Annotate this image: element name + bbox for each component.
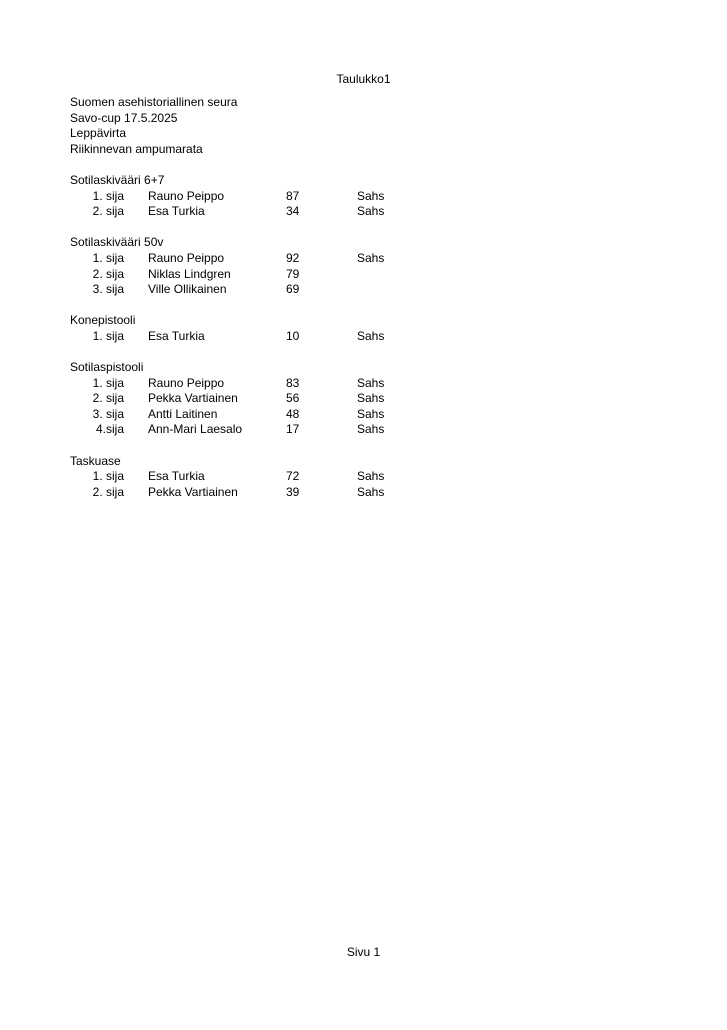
result-name: Rauno Peippo: [148, 188, 225, 203]
spacer: [70, 157, 470, 173]
result-place: 4.sija: [95, 422, 124, 437]
result-row: [70, 407, 470, 423]
section-title: Sotilaskivääri 50v: [70, 235, 164, 250]
shooting-range: Riikinnevan ampumarata: [70, 141, 203, 156]
result-score: 72: [286, 469, 300, 484]
result-club: Sahs: [357, 328, 385, 343]
result-place: 1. sija: [92, 188, 124, 203]
result-row: [70, 251, 470, 267]
result-place: 2. sija: [92, 204, 124, 219]
result-name: Niklas Lindgren: [148, 266, 231, 281]
result-club: Sahs: [357, 188, 385, 203]
section-title: Sotilaspistooli: [70, 360, 144, 375]
result-score: 79: [286, 266, 300, 281]
result-name: Esa Turkia: [148, 469, 205, 484]
result-name: Esa Turkia: [148, 328, 205, 343]
result-name: Ann-Mari Laesalo: [148, 422, 243, 437]
result-name: Rauno Peippo: [148, 375, 225, 390]
result-score: 83: [286, 375, 300, 390]
result-club: Sahs: [357, 406, 385, 421]
result-row: [70, 485, 470, 501]
result-place: 2. sija: [92, 391, 124, 406]
result-score: 48: [286, 406, 300, 421]
result-club: Sahs: [357, 469, 385, 484]
page-footer-number: Sivu 1: [346, 945, 381, 959]
spacer: [70, 345, 470, 361]
result-row: [70, 376, 470, 392]
result-place: 3. sija: [92, 282, 124, 297]
result-place: 1. sija: [92, 250, 124, 265]
result-score: 17: [286, 422, 300, 437]
result-place: 1. sija: [92, 469, 124, 484]
result-place: 2. sija: [92, 484, 124, 499]
result-name: Ville Ollikainen: [148, 282, 227, 297]
result-row: [70, 422, 470, 438]
result-name: Pekka Vartiainen: [148, 484, 238, 499]
results-document: [70, 95, 470, 500]
result-place: 2. sija: [92, 266, 124, 281]
result-club: Sahs: [357, 375, 385, 390]
result-score: 87: [286, 188, 300, 203]
section-title: Konepistooli: [70, 313, 136, 328]
event-location: Leppävirta: [70, 126, 127, 141]
result-club: Sahs: [357, 422, 385, 437]
result-row: [70, 469, 470, 485]
result-name: Antti Laitinen: [148, 406, 218, 421]
result-score: 34: [286, 204, 300, 219]
result-place: 3. sija: [92, 406, 124, 421]
page-header-title: Taulukko1: [336, 72, 391, 86]
result-row: [70, 189, 470, 205]
result-row: [70, 204, 470, 220]
event-name-date: Savo-cup 17.5.2025: [70, 110, 178, 125]
result-row: [70, 329, 470, 345]
result-name: Pekka Vartiainen: [148, 391, 238, 406]
result-score: 10: [286, 328, 300, 343]
result-score: 69: [286, 282, 300, 297]
spacer: [70, 298, 470, 314]
result-score: 56: [286, 391, 300, 406]
result-club: Sahs: [357, 391, 385, 406]
result-name: Esa Turkia: [148, 204, 205, 219]
result-row: [70, 267, 470, 283]
result-place: 1. sija: [92, 375, 124, 390]
result-row: [70, 282, 470, 298]
section-title: Sotilaskivääri 6+7: [70, 172, 165, 187]
result-club: Sahs: [357, 250, 385, 265]
spacer: [70, 438, 470, 454]
result-club: Sahs: [357, 484, 385, 499]
club-name: Suomen asehistoriallinen seura: [70, 95, 238, 109]
spacer: [70, 220, 470, 236]
result-name: Rauno Peippo: [148, 250, 225, 265]
result-score: 39: [286, 484, 300, 499]
result-score: 92: [286, 250, 300, 265]
result-row: [70, 391, 470, 407]
section-title: Taskuase: [70, 453, 121, 468]
result-club: Sahs: [357, 204, 385, 219]
result-place: 1. sija: [92, 328, 124, 343]
